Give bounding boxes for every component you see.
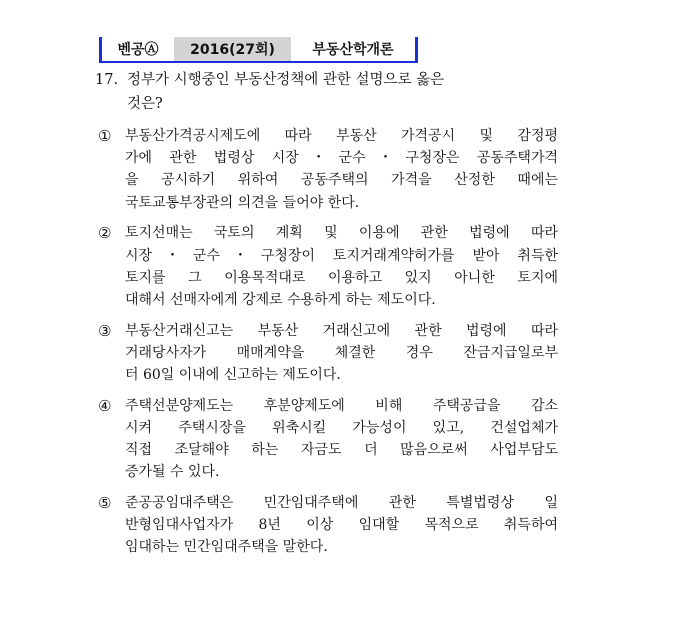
option-line: 주택선분양제도는 후분양제도에 비해 주택공급을 감소: [125, 397, 558, 414]
option-line: 거래당사자가 매매계약을 체결한 경우 잔금지급일로부: [125, 344, 558, 361]
option-number: ③: [98, 321, 112, 340]
option-line: 가에 관한 법령상 시장・군수・구청장은 공동주택가격: [125, 150, 558, 167]
option-line: 토지를 그 이용목적대로 이용하고 있지 아니한 토지에: [125, 269, 558, 286]
option-line: 을 공시하기 위하여 공동주택의 가격을 산정한 때에는: [125, 172, 558, 189]
answer-options: [98, 125, 558, 567]
option-line: 터 60일 이내에 신고하는 제도이다.: [125, 367, 341, 384]
option-line: 임대하는 민간임대주택을 말한다.: [125, 539, 328, 556]
option-line: 부동산거래신고는 부동산 거래신고에 관한 법령에 따라: [125, 322, 558, 339]
question-line-1: [95, 68, 555, 92]
option-line: 준공공임대주택은 민간임대주택에 관한 특별법령상 일: [125, 495, 558, 512]
option-line: 증가될 수 있다.: [125, 464, 220, 481]
option-line: 시켜 주택시장을 위축시킬 가능성이 있고, 건설업체가: [125, 419, 558, 436]
option-number: ②: [98, 224, 112, 243]
option-2: [98, 222, 558, 311]
exam-type-label: 벤공Ⓐ: [117, 42, 159, 58]
option-line: 시장・군수・구청장이 토지거래계약허가를 받아 취득한: [125, 247, 558, 264]
option-3: [98, 320, 558, 387]
option-line: 반형임대사업자가 8년 이상 임대할 목적으로 취득하여: [125, 517, 558, 534]
option-line: 국토교통부장관의 의견을 들어야 한다.: [125, 194, 360, 211]
question-number: 17.: [95, 72, 119, 88]
question-stem: [95, 68, 555, 116]
exam-year-label: 2016(27회): [174, 37, 291, 61]
exam-header: [99, 37, 418, 63]
question-text-1: 정부가 시행중인 부동산정책에 관한 설명으로 옳은: [127, 72, 445, 88]
option-line: 직접 조달해야 하는 자금도 더 많음으로써 사업부담도: [125, 442, 558, 459]
option-number: ①: [98, 127, 112, 145]
question-text-2: 것은?: [127, 96, 163, 112]
option-line: 부동산가격공시제도에 따라 부동산 가격공시 및 감정평: [125, 128, 558, 144]
exam-subject-label: 부동산학개론: [312, 42, 394, 58]
option-number: ④: [98, 396, 112, 415]
option-5: [98, 492, 558, 559]
option-line: 토지선매는 국토의 계획 및 이용에 관한 법령에 따라: [125, 225, 558, 242]
option-line: 대해서 선매자에게 강제로 수용하게 하는 제도이다.: [125, 291, 436, 308]
option-4: [98, 395, 558, 484]
option-1: [98, 125, 558, 214]
option-number: ⑤: [98, 494, 112, 513]
